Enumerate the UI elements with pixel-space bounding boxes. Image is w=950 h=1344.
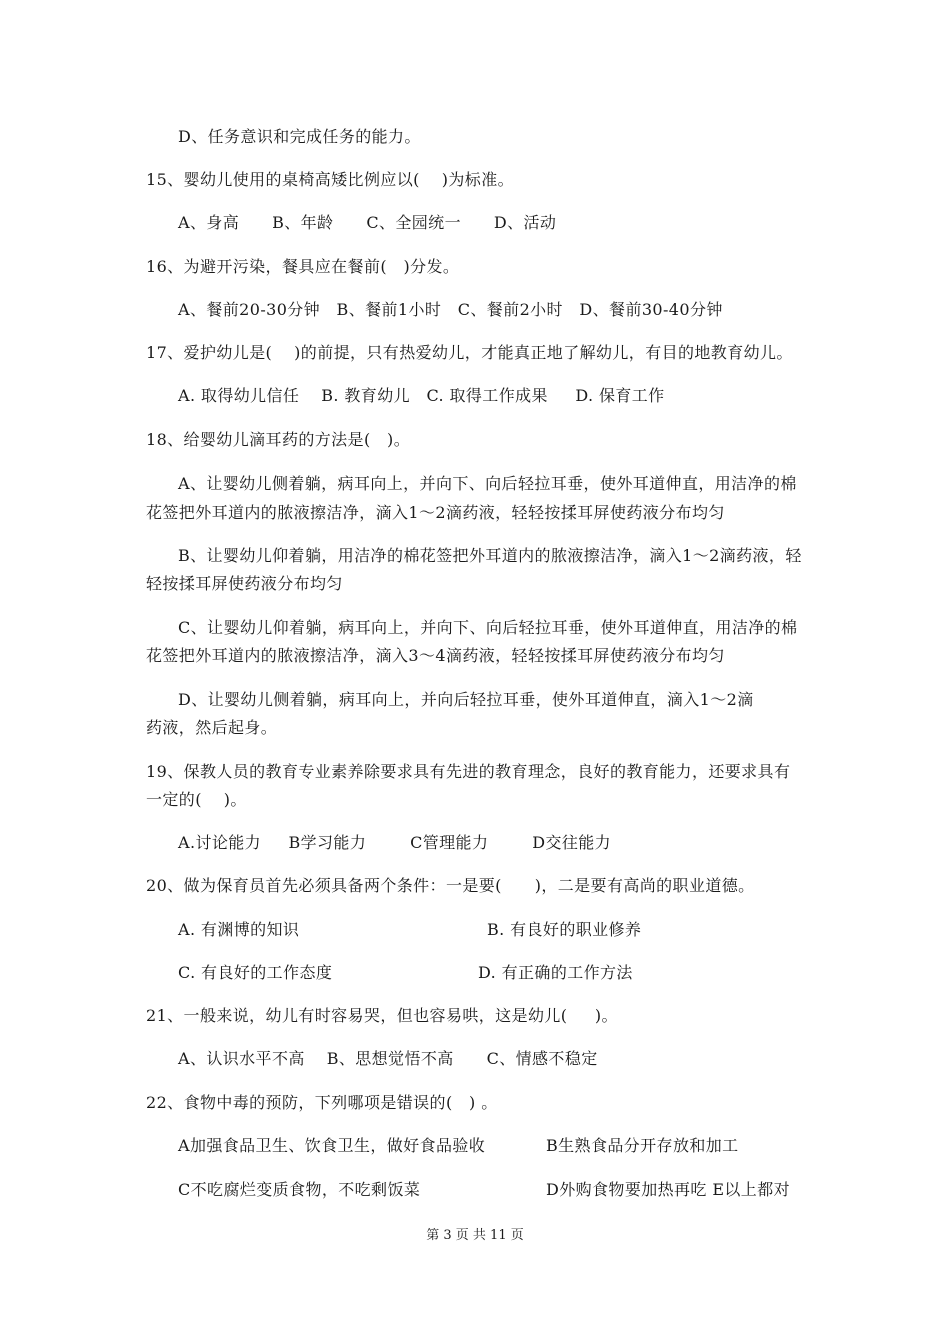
question-19-line2: 一定的( )。 [146, 790, 247, 809]
question-20-option-a: A. 有渊博的知识 [178, 920, 300, 939]
question-18-option-c-line1: C、让婴幼儿仰着躺，病耳向上，并向下、向后轻拉耳垂，使外耳道伸直，用洁净的棉 [178, 618, 798, 637]
question-20-option-c: C. 有良好的工作态度 [178, 963, 333, 982]
question-17-options: A. 取得幼儿信任 B. 教育幼儿 C. 取得工作成果 D. 保育工作 [178, 386, 665, 405]
question-19-line1: 19、保教人员的教育专业素养除要求具有先进的教育理念，良好的教育能力，还要求具有 [146, 762, 791, 781]
question-20-option-d: D. 有正确的工作方法 [478, 963, 633, 982]
question-15: 15、婴幼儿使用的桌椅高矮比例应以( )为标准。 [146, 170, 514, 189]
question-18-option-c-line2: 花签把外耳道内的脓液擦洁净，滴入3～4滴药液，轻轻按揉耳屏使药液分布均匀 [146, 646, 725, 665]
question-22-option-b: B生熟食品分开存放和加工 [546, 1136, 739, 1155]
question-15-options: A、身高 B、年龄 C、全园统一 D、活动 [178, 213, 557, 232]
page-number-footer: 第 3 页 共 11 页 [426, 1228, 524, 1243]
question-16: 16、为避开污染，餐具应在餐前( )分发。 [146, 257, 460, 276]
question-22: 22、食物中毒的预防，下列哪项是错误的( ) 。 [146, 1093, 498, 1112]
question-18-option-a-line2: 花签把外耳道内的脓液擦洁净，滴入1～2滴药液，轻轻按揉耳屏使药液分布均匀 [146, 503, 725, 522]
question-17: 17、爱护幼儿是( )的前提，只有热爱幼儿，才能真正地了解幼儿，有目的地教育幼儿。 [146, 343, 793, 362]
question-22-option-d: D外购食物要加热再吃 E以上都对 [546, 1180, 790, 1199]
question-16-options: A、餐前20-30分钟 B、餐前1小时 C、餐前2小时 D、餐前30-40分钟 [178, 300, 723, 319]
question-18-option-d-line2: 药液，然后起身。 [146, 718, 278, 737]
question-19-options: A.讨论能力 B学习能力 C管理能力 D交往能力 [178, 833, 612, 852]
question-18-option-b-line1: B、让婴幼儿仰着躺，用洁净的棉花签把外耳道内的脓液擦洁净，滴入1～2滴药液，轻 [178, 546, 802, 565]
question-21: 21、一般来说，幼儿有时容易哭，但也容易哄，这是幼儿( )。 [146, 1006, 618, 1025]
question-22-option-a: A加强食品卫生、饮食卫生，做好食品验收 [178, 1136, 486, 1155]
question-20-option-b: B. 有良好的职业修养 [487, 920, 642, 939]
question-22-option-c: C不吃腐烂变质食物，不吃剩饭菜 [178, 1180, 421, 1199]
question-18-option-d-line1: D、让婴幼儿侧着躺，病耳向上，并向后轻拉耳垂，使外耳道伸直，滴入1～2滴 [178, 690, 754, 709]
question-18-option-b-line2: 轻按揉耳屏使药液分布均匀 [146, 574, 343, 593]
question-20: 20、做为保育员首先必须具备两个条件：一是要( )，二是要有高尚的职业道德。 [146, 876, 755, 895]
question-18-option-a-line1: A、让婴幼儿侧着躺，病耳向上，并向下、向后轻拉耳垂，使外耳道伸直，用洁净的棉 [178, 474, 797, 493]
q14-option-d: D、任务意识和完成任务的能力。 [178, 127, 421, 146]
question-21-options: A、认识水平不高 B、思想觉悟不高 C、情感不稳定 [178, 1049, 598, 1068]
question-18: 18、给婴幼儿滴耳药的方法是( )。 [146, 430, 411, 449]
